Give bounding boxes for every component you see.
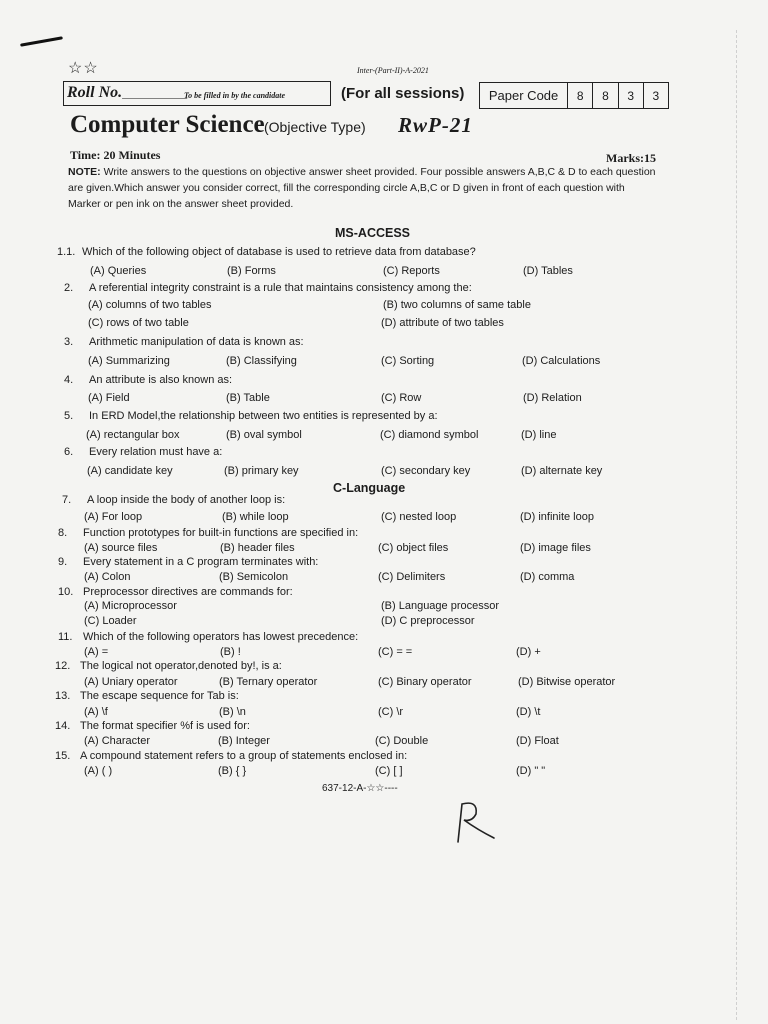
option-b: (B) primary key bbox=[224, 465, 299, 477]
option-d: (D) Tables bbox=[523, 265, 573, 277]
option-c: (C) Reports bbox=[383, 265, 440, 277]
header-stars: ☆☆ bbox=[68, 60, 99, 77]
paper-code-digit: 8 bbox=[567, 83, 592, 108]
option-c: (C) rows of two table bbox=[88, 317, 189, 329]
question-text: Which of the following object of database is used to retrieve data from database? bbox=[82, 246, 476, 258]
option-b: (B) Table bbox=[226, 392, 270, 404]
option-b: (B) Ternary operator bbox=[219, 676, 318, 688]
option-b: (B) while loop bbox=[222, 511, 289, 523]
roll-number-label: Roll No._____________ bbox=[67, 84, 188, 101]
option-a: (A) ( ) bbox=[84, 765, 113, 777]
option-d: (D) infinite loop bbox=[520, 511, 594, 523]
option-d: (D) attribute of two tables bbox=[381, 317, 504, 329]
question-text: An attribute is also known as: bbox=[89, 374, 233, 386]
option-b: (B) ! bbox=[220, 646, 241, 658]
option-b: (B) oval symbol bbox=[226, 429, 302, 441]
paper-footer: 637-12-A-☆☆---- bbox=[322, 783, 398, 794]
paper-title: Computer Science bbox=[70, 111, 265, 138]
option-a: (A) Colon bbox=[84, 571, 131, 583]
question-text: The logical not operator,denoted by!, is a: bbox=[80, 660, 282, 672]
option-a: (A) = bbox=[84, 646, 109, 658]
option-c: (C) secondary key bbox=[381, 465, 471, 477]
question-text: The format specifier %f is used for: bbox=[80, 720, 250, 732]
handwritten-stamp: RwP-21 bbox=[398, 113, 473, 137]
total-marks: Marks:15 bbox=[606, 151, 656, 165]
question-number: 5. bbox=[64, 410, 74, 422]
option-b: (B) \n bbox=[219, 706, 246, 718]
option-d: (D) Calculations bbox=[522, 355, 601, 367]
option-b: (B) Integer bbox=[218, 735, 270, 747]
option-b: (B) Language processor bbox=[381, 600, 500, 612]
option-c: (C) object files bbox=[378, 542, 449, 554]
question-text: Arithmetic manipulation of data is known as: bbox=[89, 336, 304, 348]
option-a: (A) For loop bbox=[84, 511, 143, 523]
question-text: Function prototypes for built-in functions are specified in: bbox=[83, 527, 359, 539]
option-d: (D) \t bbox=[516, 706, 541, 718]
section-heading-c-language: C-Language bbox=[333, 481, 406, 495]
option-d: (D) " " bbox=[516, 765, 546, 777]
question-text: In ERD Model,the relationship between two entities is represented by a: bbox=[89, 410, 438, 422]
option-d: (D) C preprocessor bbox=[381, 615, 475, 627]
time-allowed: Time: 20 Minutes bbox=[70, 148, 161, 162]
question-number: 6. bbox=[64, 446, 74, 458]
question-text: Every statement in a C program terminates with: bbox=[83, 556, 319, 568]
option-a: (A) Uniary operator bbox=[84, 676, 178, 688]
instructions-note: NOTE: Write answers to the questions on objective answer sheet provided. Four possible answers A,B,C & D to each question are given.Which answer you consider correct, fill the corresponding circle A,B,C or D given in front of each question with Marker or pen ink on the answer sheet provided. bbox=[68, 166, 656, 210]
option-a: (A) Microprocessor bbox=[84, 600, 177, 612]
option-b: (B) { } bbox=[218, 765, 247, 777]
option-a: (A) Queries bbox=[90, 265, 147, 277]
option-a: (A) rectangular box bbox=[86, 429, 180, 441]
option-b: (B) Semicolon bbox=[219, 571, 289, 583]
option-c: (C) Double bbox=[375, 735, 429, 747]
handwritten-initial-r bbox=[448, 800, 498, 845]
option-b: (B) two columns of same table bbox=[383, 299, 531, 311]
question-text: Which of the following operators has lowest precedence: bbox=[83, 631, 359, 643]
question-number: 12. bbox=[55, 660, 71, 672]
option-a: (A) columns of two tables bbox=[88, 299, 212, 311]
question-number: 4. bbox=[64, 374, 74, 386]
option-c: (C) Row bbox=[381, 392, 422, 404]
option-b: (B) header files bbox=[220, 542, 295, 554]
pen-mark bbox=[20, 36, 63, 46]
question-number: 8. bbox=[58, 527, 68, 539]
option-c: (C) Delimiters bbox=[378, 571, 446, 583]
option-c: (C) [ ] bbox=[375, 765, 403, 777]
option-d: (D) comma bbox=[520, 571, 575, 583]
question-number: 13. bbox=[55, 690, 71, 702]
option-c: (C) nested loop bbox=[381, 511, 457, 523]
roll-number-note: To be filled in by the candidate bbox=[184, 91, 286, 100]
question-number: 1.1. bbox=[57, 246, 76, 258]
question-text: A loop inside the body of another loop is: bbox=[87, 494, 286, 506]
paper-code-label: Paper Code bbox=[488, 88, 559, 103]
option-c: (C) diamond symbol bbox=[380, 429, 479, 441]
option-d: (D) Float bbox=[516, 735, 559, 747]
option-b: (B) Classifying bbox=[226, 355, 297, 367]
option-d: (D) + bbox=[516, 646, 541, 658]
question-number: 2. bbox=[64, 282, 74, 294]
paper-code-digit: 8 bbox=[592, 83, 617, 108]
option-d: (D) Relation bbox=[523, 392, 582, 404]
option-c: (C) Binary operator bbox=[378, 676, 472, 688]
question-number: 15. bbox=[55, 750, 71, 762]
option-a: (A) Field bbox=[88, 392, 130, 404]
option-c: (C) Loader bbox=[84, 615, 137, 627]
option-c: (C) \r bbox=[378, 706, 404, 718]
option-b: (B) Forms bbox=[227, 265, 276, 277]
section-heading-ms-access: MS-ACCESS bbox=[335, 226, 411, 240]
question-number: 11. bbox=[58, 631, 73, 643]
question-text: A compound statement refers to a group of statements enclosed in: bbox=[80, 750, 408, 762]
option-a: (A) candidate key bbox=[87, 465, 173, 477]
question-text: Every relation must have a: bbox=[89, 446, 223, 458]
option-a: (A) Character bbox=[84, 735, 151, 747]
question-text: Preprocessor directives are commands for: bbox=[83, 586, 293, 598]
question-number: 9. bbox=[58, 556, 68, 568]
sessions-label: (For all sessions) bbox=[341, 85, 465, 102]
option-a: (A) Summarizing bbox=[88, 355, 170, 367]
option-a: (A) \f bbox=[84, 706, 108, 718]
option-c: (C) Sorting bbox=[381, 355, 435, 367]
question-text: A referential integrity constraint is a rule that maintains consistency among the: bbox=[89, 282, 472, 294]
option-a: (A) source files bbox=[84, 542, 158, 554]
option-d: (D) line bbox=[521, 429, 557, 441]
paper-code-box bbox=[479, 82, 669, 109]
option-c: (C) = = bbox=[378, 646, 413, 658]
question-text: The escape sequence for Tab is: bbox=[80, 690, 239, 702]
question-number: 7. bbox=[62, 494, 72, 506]
paper-code-digit: 3 bbox=[618, 83, 643, 108]
question-number: 10. bbox=[58, 586, 74, 598]
question-number: 3. bbox=[64, 336, 74, 348]
paper-code-digit: 3 bbox=[643, 83, 668, 108]
option-d: (D) Bitwise operator bbox=[518, 676, 616, 688]
scan-edge-marks bbox=[736, 30, 738, 1020]
paper-subtitle: (Objective Type) bbox=[264, 119, 366, 135]
question-number: 14. bbox=[55, 720, 71, 732]
option-d: (D) alternate key bbox=[521, 465, 603, 477]
paper-reference: Inter-(Part-II)-A-2021 bbox=[357, 66, 429, 75]
option-d: (D) image files bbox=[520, 542, 591, 554]
